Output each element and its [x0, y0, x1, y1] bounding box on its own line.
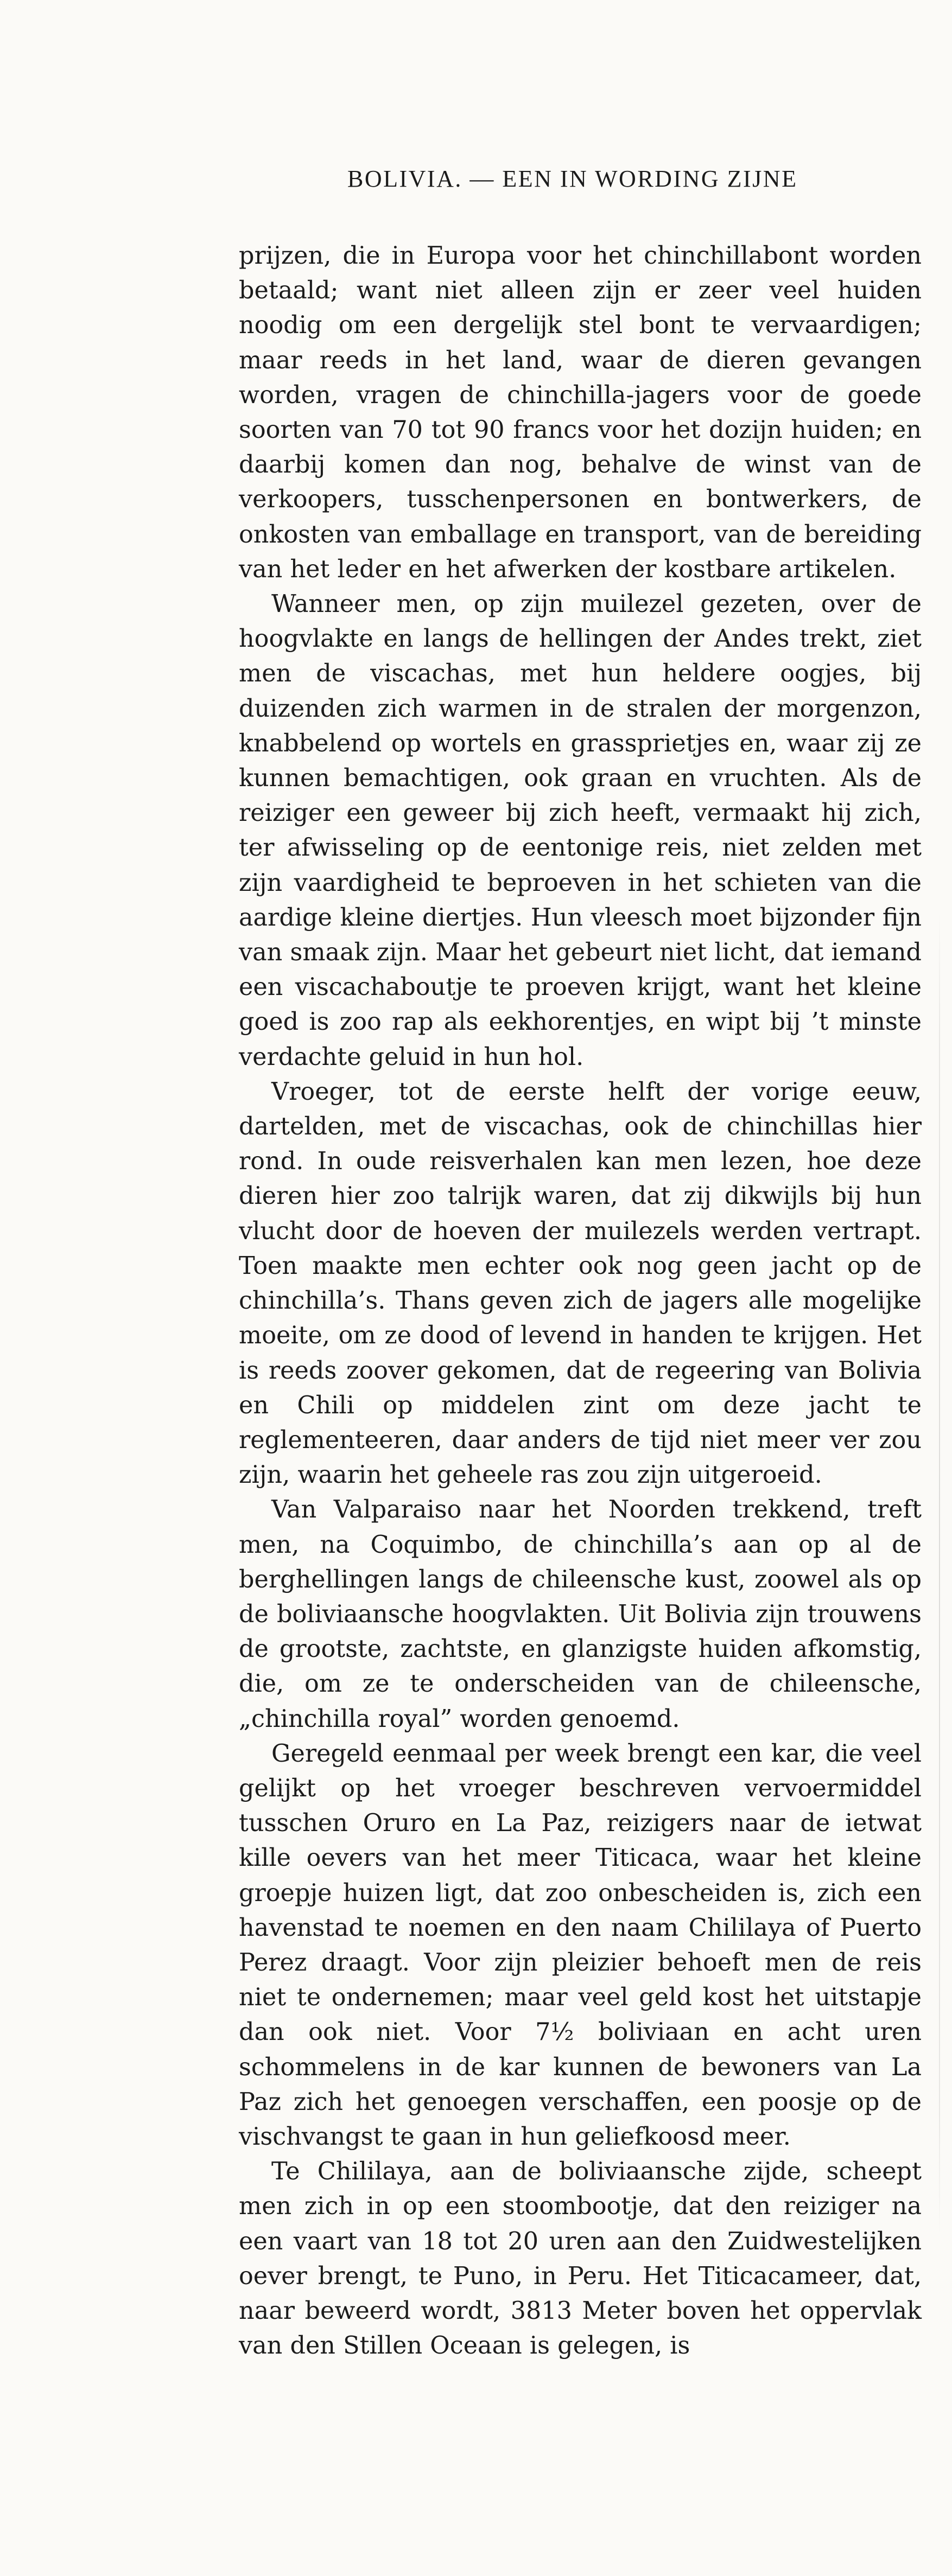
- paragraph-4: Van Valparaiso naar het Noorden trekkend, treft men, na Coquimbo, de chinchilla’s aan op al de berghellingen langs de chileensche kust, zoowel als op de boliviaansche hoogvlakten. Uit Bolivia zijn trouwens de grootste, zachtste, en glanzigste huiden afkomstig, die, om ze te onderscheiden van de chileensche, „chinchilla royal” worden genoemd.: [239, 1496, 922, 1733]
- paragraph-5: Geregeld eenmaal per week brengt een kar, die veel gelijkt op het vroeger beschreven vervoermiddel tusschen Oruro en La Paz, reizigers naar de ietwat kille oevers van het meer Titicaca, waar het kleine groepje huizen ligt, dat zoo onbescheiden is, zich een havenstad te noemen en den naam Chililaya of Puerto Perez draagt. Voor zijn pleizier behoeft men de reis niet te ondernemen; maar veel geld kost het uitstapje dan ook niet. Voor 7½ boliviaan en acht uren schommelens in de kar kunnen de bewoners van La Paz zich het genoegen verschaffen, een poosje op de vischvangst te gaan in hun geliefkoosd meer.: [239, 1739, 922, 2151]
- page-edge-shadow: [939, 911, 940, 2235]
- paragraph-6: Te Chililaya, aan de boliviaansche zijde, scheept men zich in op een stoombootje, dat den reiziger na een vaart van 18 tot 20 uren aan den Zuidwestelijken oever brengt, te Puno, in Peru. Het Titicacameer, dat, naar beweerd wordt, 3813 Meter boven het oppervlak van den Stillen Oceaan is gelegen, is: [239, 2158, 922, 2360]
- paragraph-1: prijzen, die in Europa voor het chinchillabont worden betaald; want niet alleen zijn er zeer veel huiden noodig om een dergelijk stel bont te vervaardigen; maar reeds in het land, waar de dieren gevangen worden, vragen de chinchilla-jagers voor de goede soorten van 70 tot 90 francs voor het dozijn huiden; en daarbij komen dan nog, behalve de winst van de verkoopers, tusschenpersonen en bontwerkers, de onkosten van emballage en transport, van de bereiding van het leder en het afwerken der kostbare artikelen.: [239, 242, 922, 583]
- paragraph-3: Vroeger, tot de eerste helft der vorige eeuw, dartelden, met de viscachas, ook de chinchillas hier rond. In oude reisverhalen kan men lezen, hoe deze dieren hier zoo talrijk waren, dat zij dikwijls bij hun vlucht door de hoeven der muilezels werden vertrapt. Toen maakte men echter ook nog geen jacht op de chinchilla’s. Thans geven zich de jagers alle mogelijke moeite, om ze dood of levend in handen te krijgen. Het is reeds zoover gekomen, dat de regeering van Bolivia en Chili op middelen zint om deze jacht te reglementeeren, daar anders de tijd niet meer ver zou zijn, waarin het geheele ras zou zijn uitgeroeid.: [239, 1077, 922, 1489]
- body-text: [239, 239, 922, 2363]
- running-head: BOLIVIA. — EEN IN WORDING ZIJNE: [347, 165, 798, 192]
- paragraph-2: Wanneer men, op zijn muilezel gezeten, over de hoogvlakte en langs de hellingen der Andes trekt, ziet men de viscachas, met hun heldere oogjes, bij duizenden zich warmen in de stralen der morgenzon, knabbelend op wortels en grassprietjes en, waar zij ze kunnen bemachtigen, ook graan en vruchten. Als de reiziger een geweer bij zich heeft, vermaakt hij zich, ter afwisseling op de eentonige reis, niet zelden met zijn vaardigheid te beproeven in het schieten van die aardige kleine diertjes. Hun vleesch moet bijzonder fijn van smaak zijn. Maar het gebeurt niet licht, dat iemand een viscachaboutje te proeven krijgt, want het kleine goed is zoo rap als eekhorentjes, en wipt bij ’t minste verdachte geluid in hun hol.: [239, 590, 922, 1071]
